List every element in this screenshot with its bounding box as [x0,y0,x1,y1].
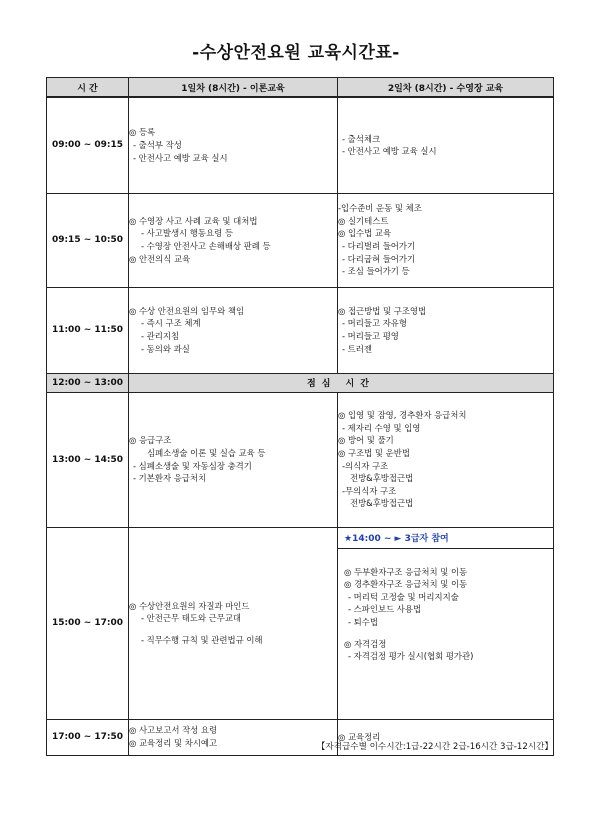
table-header-row [47,78,554,98]
time-cell: 17:00 ~ 17:50 [47,719,129,755]
day1-cell [129,287,338,373]
list-item: - 출석체크 [342,133,381,144]
time-cell: 11:00 ~ 11:50 [47,287,129,373]
day1-cell [129,527,338,719]
list-item: 전방&후방접근법 [350,473,414,484]
list-item: ◎ 안전의식 교육 [129,253,191,264]
list-item: - 머리들고 자유형 [342,318,407,329]
header-day2: 2일차 (8시간) - 수영장 교육 [338,78,554,98]
time-cell: 09:15 ~ 10:50 [47,193,129,287]
day2-content [338,549,553,671]
day1-cell [129,193,338,287]
day1-cell [129,97,338,193]
list-item: - 직무수행 규칙 및 관련법규 이해 [141,634,263,645]
page-title: -수상안전요원 교육시간표- [192,43,400,63]
list-item: ◎ 수상 안전요원의 임무와 책임 [129,305,245,316]
header-day1: 1일차 (8시간) - 이론교육 [129,78,338,98]
header-time: 시 간 [47,78,129,98]
list-item: ◎ 수상안전요원의 자질과 마인드 [129,600,250,611]
list-item: - 다리벌려 들어가기 [342,241,416,251]
time-cell: 09:00 ~ 09:15 [47,97,129,193]
list-item: ◎ 입영 및 잠영, 경추환자 응급처치 [338,410,467,421]
list-item: -입수준비 운동 및 체조 [338,203,422,214]
list-item: ◎ 입수법 교육 [338,228,392,239]
list-item: - 제자리 수영 및 입영 [342,422,421,433]
list-item: - 스파인보드 사용법 [348,604,422,615]
day2-cell [338,97,554,193]
lunch-row [47,373,554,392]
day2-cell [338,193,554,287]
list-item: 심폐소생술 이론 및 실습 교육 등 [147,447,266,458]
spacer [344,557,549,566]
list-item: - 안전사고 예방 교육 실시 [133,152,228,163]
list-item: ◎ 교육정리 [338,731,381,742]
day2-cell [338,527,554,719]
footnote: 【자격급수별 이수시간:1급-22시간 2급-16시간 3급-12시간】 [316,742,553,752]
list-item: - 자격검정 평가 실시(협회 평가관) [348,651,474,662]
list-item: -의식자 구조 [342,460,389,471]
schedule-table [46,77,554,756]
time-cell: 13:00 ~ 14:50 [47,392,129,527]
table-row [47,97,554,193]
spacer [344,629,549,638]
highlight-note: ★14:00 ~ ► 3급자 참여 [338,528,553,549]
list-item: ◎ 두부환자구조 응급처치 및 이동 [344,566,468,577]
list-item: - 머리턱 고정술 및 머리지지술 [348,591,459,602]
list-item: ◎ 사고보고서 작성 요령 [129,725,218,736]
lunch-label: 점심 시간 [129,373,554,392]
list-item: - 기본환자 응급처치 [133,473,207,484]
table-row [47,527,554,719]
list-item: ◎ 교육정리 및 차시예고 [129,738,218,748]
day1-cell [129,392,338,527]
table-row [47,287,554,373]
day2-cell [338,392,554,527]
list-item: - 퇴수법 [348,616,378,627]
list-item: ◎ 수영장 사고 사례 교육 및 대처법 [129,215,258,226]
list-item: 전방&후방접근법 [350,498,414,509]
list-item: - 즉시 구조 체계 [141,318,201,329]
list-item: - 다리굽혀 들어가기 [342,253,416,264]
list-item: - 수영장 안전사고 손해배상 판례 등 [141,241,271,251]
list-item: ◎ 실기테스트 [338,215,389,226]
table-row [47,392,554,527]
time-cell: 15:00 ~ 17:00 [47,527,129,719]
day2-cell [338,287,554,373]
table-row [47,193,554,287]
list-item: - 사고발생시 행동요령 등 [141,228,233,239]
list-item: ◎ 방어 및 풀기 [338,435,394,446]
list-item: ◎ 등록 [129,127,156,138]
list-item: ◎ 응급구조 [129,435,172,446]
list-item: ◎ 자격검정 [344,638,387,649]
list-item: - 조심 들어가기 등 [342,266,410,277]
list-item: ◎ 경추환자구조 응급처치 및 이동 [344,579,468,590]
list-item: ◎ 구조법 및 운반법 [338,447,410,458]
list-item: - 심폐소생술 및 자동심장 충격기 [133,460,252,471]
list-item: - 관리지침 [141,331,180,341]
list-item: - 머리들고 평영 [342,331,399,341]
list-item: - 트러젠 [342,343,372,354]
list-item: - 안전근무 태도와 근무교대 [141,613,242,624]
list-item: - 동의와 과실 [141,343,190,354]
list-item: -무의식자 구조 [342,485,397,496]
list-item: - 출석부 작성 [133,139,182,150]
list-item: ◎ 접근방법 및 구조영법 [338,305,427,316]
lunch-time-cell: 12:00 ~ 13:00 [47,373,129,392]
spacer [129,625,337,634]
list-item: - 안전사고 예방 교육 실시 [342,146,437,157]
